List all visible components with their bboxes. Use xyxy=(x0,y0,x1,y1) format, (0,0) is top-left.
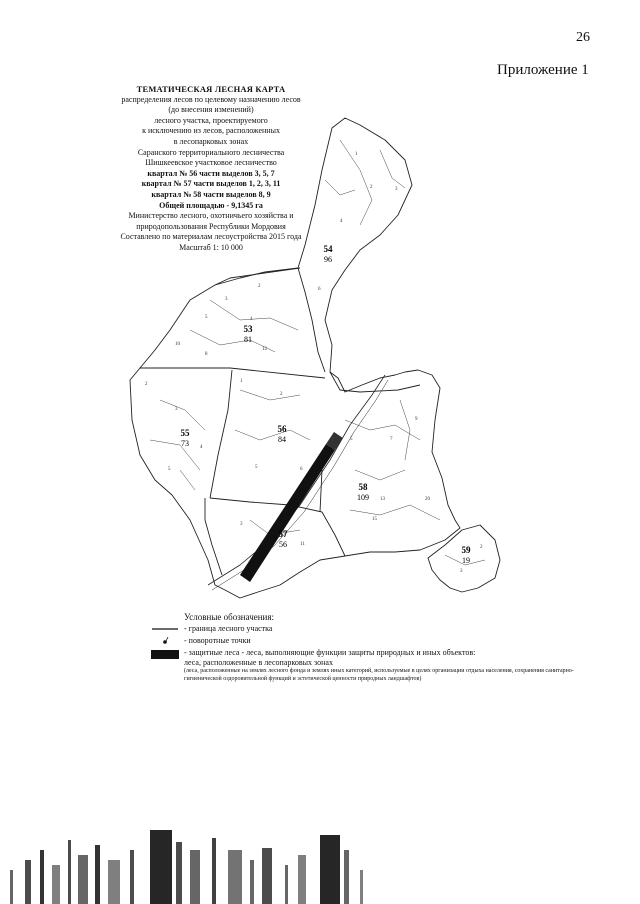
quarter-line xyxy=(140,368,325,378)
svg-text:3: 3 xyxy=(395,187,398,192)
svg-text:5: 5 xyxy=(168,467,171,472)
quarter-label: 58 xyxy=(358,482,368,492)
svg-text:5: 5 xyxy=(350,437,353,442)
quarter-line xyxy=(298,268,325,372)
appendix-label: Приложение 1 xyxy=(497,62,589,78)
svg-text:6: 6 xyxy=(300,467,303,472)
legend-protective-text xyxy=(184,648,590,668)
quarter-line xyxy=(205,498,222,575)
protective-forest-symbol xyxy=(150,648,184,658)
title-line: Составлено по материалам лесоустройства 2015 года xyxy=(120,232,302,242)
quarter-area: 81 xyxy=(244,335,252,344)
quarter-line xyxy=(210,370,232,498)
svg-text:4: 4 xyxy=(250,317,253,322)
map-legend xyxy=(150,612,590,683)
quarter-area: 84 xyxy=(278,435,286,444)
title-line: к исключению из лесов, расположенных xyxy=(142,126,280,136)
quarter-label: 53 xyxy=(243,324,253,334)
legend-row xyxy=(150,636,590,646)
svg-text:7: 7 xyxy=(390,437,393,442)
quarter-area: 56 xyxy=(279,540,287,549)
svg-text:10: 10 xyxy=(175,342,180,347)
title-line: Масштаб 1: 10 000 xyxy=(179,242,243,252)
legend-title: Условные обозначения: xyxy=(184,612,275,622)
scan-artifact-strip xyxy=(0,820,640,904)
svg-text:3: 3 xyxy=(460,569,463,574)
legend-row xyxy=(150,624,590,634)
forest-outer-boundary xyxy=(130,118,460,598)
svg-text:11: 11 xyxy=(300,542,305,547)
quarter-line xyxy=(215,268,300,285)
legend-points-text: - поворотные точки xyxy=(184,636,251,645)
legend-protective-line-2: леса, расположенные в лесопарковых зонах xyxy=(184,658,333,667)
svg-text:3: 3 xyxy=(175,407,178,412)
title-line: природопользования Республики Мордовия xyxy=(136,221,286,231)
boundary-symbol xyxy=(150,624,184,634)
title-line: квартал № 58 части выделов 8, 9 xyxy=(151,189,271,199)
legend-boundary-text: - граница лесного участка xyxy=(184,624,273,633)
title-line: Общей площадью - 9,1345 га xyxy=(159,200,263,210)
svg-text:4: 4 xyxy=(340,219,343,224)
title-line: квартал № 56 части выделов 3, 5, 7 xyxy=(147,168,275,178)
protective-forest-strip xyxy=(240,432,343,582)
svg-text:1: 1 xyxy=(240,379,243,384)
title-line: Министерство лесного, охотничьего хозяйства и xyxy=(128,211,294,221)
svg-text:5: 5 xyxy=(255,465,258,470)
svg-text:2: 2 xyxy=(480,545,483,550)
legend-protective-line-1: - защитные леса - леса, выполняющие функции защиты природных и иных объектов: xyxy=(184,648,476,657)
svg-text:2: 2 xyxy=(145,382,148,387)
quarter-area: 109 xyxy=(357,493,369,502)
quarter-label: 55 xyxy=(180,428,190,438)
title-line: в лесопарковых зонах xyxy=(173,136,249,146)
title-line: Шишкеевское участковое лесничество xyxy=(145,158,277,168)
svg-text:3: 3 xyxy=(225,297,228,302)
title-line: квартал № 57 части выделов 1, 2, 3, 11 xyxy=(141,179,281,189)
svg-text:12: 12 xyxy=(262,347,267,352)
title-line: Саранского территориального лесничества xyxy=(137,147,285,157)
title-line: (до внесения изменений) xyxy=(168,105,254,115)
svg-text:2: 2 xyxy=(370,185,373,190)
svg-text:9: 9 xyxy=(415,417,418,422)
quarter-area: 96 xyxy=(324,255,332,264)
title-line: лесного участка, проектируемого xyxy=(154,115,268,125)
quarter-label: 59 xyxy=(461,545,471,555)
quarter-line xyxy=(322,512,345,556)
svg-text:2: 2 xyxy=(258,284,261,289)
svg-text:8: 8 xyxy=(205,352,208,357)
svg-text:20: 20 xyxy=(425,497,430,502)
svg-text:3: 3 xyxy=(240,522,243,527)
legend-row xyxy=(150,648,590,668)
quarter-label: 57 xyxy=(278,529,288,539)
svg-text:13: 13 xyxy=(380,497,385,502)
quarter-area: 19 xyxy=(462,556,470,565)
quarter-line xyxy=(320,470,322,512)
svg-text:1: 1 xyxy=(355,152,358,157)
map-title: ТЕМАТИЧЕСКАЯ ЛЕСНАЯ КАРТА xyxy=(136,84,286,94)
svg-text:2: 2 xyxy=(280,392,283,397)
svg-text:5: 5 xyxy=(205,315,208,320)
quarter-label: 54 xyxy=(323,244,333,254)
quarter-label: 56 xyxy=(277,424,287,434)
turning-point-symbol xyxy=(150,636,184,646)
svg-text:6: 6 xyxy=(318,287,321,292)
legend-protective-note: (леса, расположенные на землях лесного фонда и землях иных категорий, используемые в целях организации отдыха населения, сохранения санитарно-гигиенической оздоровительной функций и эстетической ценности природных ландшафтов) xyxy=(184,668,574,682)
title-line: распределения лесов по целевому назначению лесов xyxy=(121,94,301,104)
svg-text:15: 15 xyxy=(372,517,377,522)
svg-text:4: 4 xyxy=(200,445,203,450)
quarter-area: 73 xyxy=(181,439,189,448)
page-number: 26 xyxy=(576,30,590,45)
